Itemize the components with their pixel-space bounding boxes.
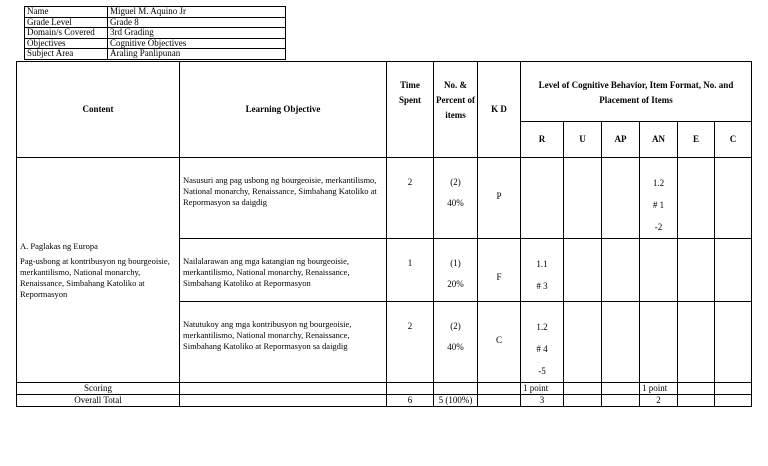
header-time-spent: Time Spent	[387, 62, 434, 158]
item-placement: -2	[654, 222, 663, 232]
info-row	[25, 28, 286, 39]
content-cell	[17, 158, 180, 383]
total-row-e	[678, 395, 715, 407]
header-level-u: U	[564, 122, 602, 158]
header-level-c: C	[715, 122, 752, 158]
info-value: Miguel M. Aquino Jr	[108, 7, 286, 18]
table-of-specification	[16, 61, 752, 407]
item-placement: # 4	[536, 344, 548, 354]
level-cell-ap	[602, 239, 640, 302]
scoring-row-kd	[478, 383, 521, 395]
level-cell-r	[521, 158, 564, 239]
header-percent: No. & Percent of items	[434, 62, 478, 158]
item-placement: 1.1	[536, 259, 548, 269]
total-row-an: 2	[640, 395, 678, 407]
total-row-time: 6	[387, 395, 434, 407]
kd-cell: F	[478, 239, 521, 302]
level-cell-an	[640, 239, 678, 302]
item-count: (2)	[450, 177, 461, 187]
level-cell-an	[640, 158, 678, 239]
item-placement: # 1	[652, 200, 665, 210]
percent-cell	[434, 158, 478, 239]
scoring-row	[17, 383, 752, 395]
scoring-row-ap	[602, 383, 640, 395]
scoring-row-label: Scoring	[17, 383, 180, 395]
total-row	[17, 395, 752, 407]
scoring-row-u	[564, 383, 602, 395]
percent-cell	[434, 302, 478, 383]
percent-cell	[434, 239, 478, 302]
learning-objective: Natutukoy ang mga kontribusyon ng bourgeoisie, merkantilismo, National monarchy, Renaissance, Simbahang Katoliko at Repormasyon sa daigdig	[180, 302, 387, 383]
scoring-row-percent	[434, 383, 478, 395]
info-key: Domain/s Covered	[25, 28, 108, 39]
info-value: Cognitive Objectives	[108, 38, 286, 49]
table-row	[17, 158, 752, 239]
scoring-row-an: 1 point	[640, 383, 678, 395]
total-row-c	[715, 395, 752, 407]
level-cell-r	[521, 302, 564, 383]
header-kd: K D	[478, 62, 521, 158]
item-placement: # 3	[536, 281, 548, 291]
level-cell-u	[564, 302, 602, 383]
time-spent: 2	[387, 158, 434, 239]
header-learning-objective: Learning Objective	[180, 62, 387, 158]
level-cell-ap	[602, 302, 640, 383]
level-cell-ap	[602, 158, 640, 239]
level-cell-c	[715, 239, 752, 302]
info-key: Objectives	[25, 38, 108, 49]
level-cell-e	[678, 302, 715, 383]
item-percent: 40%	[447, 198, 464, 208]
total-row-objective	[180, 395, 387, 407]
content-title: A. Paglakas ng Europa	[20, 240, 98, 251]
item-placement: -5	[538, 366, 546, 376]
level-cell-an	[640, 302, 678, 383]
item-placement: 1.2	[652, 178, 665, 188]
header-cognitive-level: Level of Cognitive Behavior, Item Format, No. and Placement of Items	[521, 62, 752, 122]
info-row	[25, 38, 286, 49]
header-level-e: E	[678, 122, 715, 158]
info-table	[24, 6, 286, 60]
header-level-an: AN	[640, 122, 678, 158]
scoring-row-objective	[180, 383, 387, 395]
item-count: (2)	[450, 321, 461, 331]
time-spent: 2	[387, 302, 434, 383]
learning-objective: Nasusuri ang pag usbong ng bourgeoisie, merkantilismo, National monarchy, Renaissance, Simbahang Katoliko at Repormasyon sa daigdig	[180, 158, 387, 239]
scoring-row-time	[387, 383, 434, 395]
level-cell-e	[678, 158, 715, 239]
info-key: Grade Level	[25, 17, 108, 28]
item-count: (1)	[450, 258, 461, 268]
total-row-kd	[478, 395, 521, 407]
level-cell-c	[715, 158, 752, 239]
total-row-label: Overall Total	[17, 395, 180, 407]
info-key: Name	[25, 7, 108, 18]
scoring-row-e	[678, 383, 715, 395]
level-cell-u	[564, 239, 602, 302]
info-value: Grade 8	[108, 17, 286, 28]
level-cell-c	[715, 302, 752, 383]
info-value: Araling Panlipunan	[108, 49, 286, 60]
level-cell-r	[521, 239, 564, 302]
learning-objective: Nailalarawan ang mga katangian ng bourgeoisie, merkantilismo, National monarchy, Renaissance, Simbahang Katoliko at Repormasyon	[180, 239, 387, 302]
header-content: Content	[17, 62, 180, 158]
info-key: Subject Area	[25, 49, 108, 60]
kd-cell: P	[478, 158, 521, 239]
total-row-percent: 5 (100%)	[434, 395, 478, 407]
content-body: Pag-usbong at kontribusyon ng bourgeoisie, merkantilismo, National monarchy, Renaissance, Simbahang Katoliko at Repormasyon	[20, 255, 170, 299]
total-row-r: 3	[521, 395, 564, 407]
item-placement: 1.2	[536, 322, 548, 332]
scoring-row-c	[715, 383, 752, 395]
time-spent: 1	[387, 239, 434, 302]
header-level-r: R	[521, 122, 564, 158]
info-row	[25, 7, 286, 18]
total-row-ap	[602, 395, 640, 407]
header-level-ap: AP	[602, 122, 640, 158]
info-row	[25, 49, 286, 60]
item-percent: 20%	[447, 279, 464, 289]
level-cell-u	[564, 158, 602, 239]
kd-cell: C	[478, 302, 521, 383]
total-row-u	[564, 395, 602, 407]
scoring-row-r: 1 point	[521, 383, 564, 395]
item-percent: 40%	[447, 342, 464, 352]
info-value: 3rd Grading	[108, 28, 286, 39]
level-cell-e	[678, 239, 715, 302]
info-row	[25, 17, 286, 28]
